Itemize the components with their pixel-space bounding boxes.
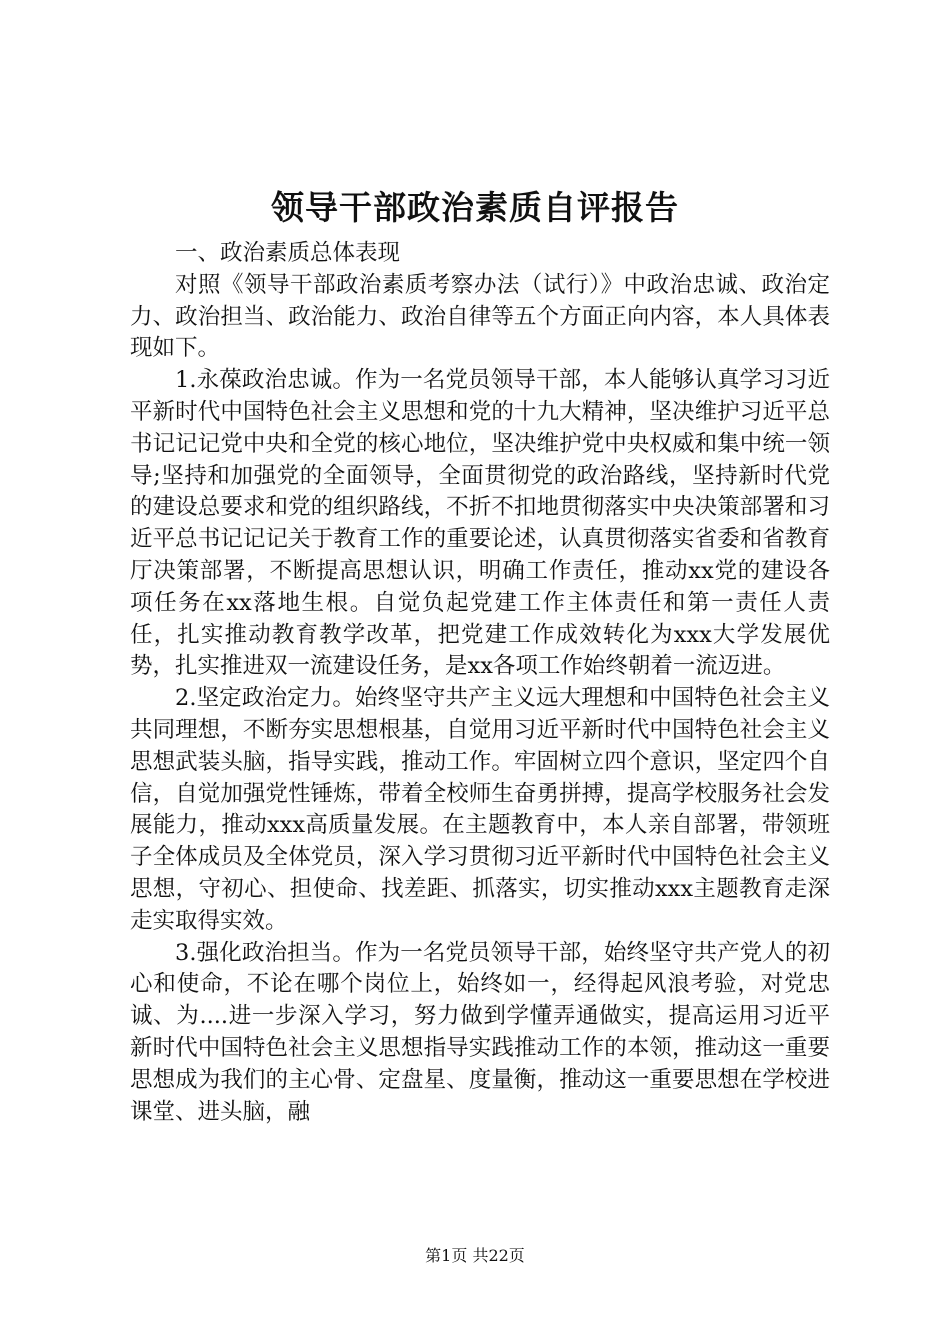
paragraph-political-responsibility: 3.强化政治担当。作为一名党员领导干部，始终坚守共产党人的初心和使命，不论在哪个岗位上，始终如一，经得起风浪考验，对党忠诚、为....进一步深入学习，努力做到学懂弄通做实，提高运用习近平新时代中国特色社会主义思想指导实践推动工作的本领，推动这一重要思想成为我们的主心骨、定盘星、度量衡，推动这一重要思想在学校进课堂、进头脑，融 bbox=[130, 939, 830, 1125]
document-title: 领导干部政治素质自评报告 bbox=[271, 188, 679, 227]
document-body bbox=[130, 238, 830, 1128]
paragraph-political-stability: 2.坚定政治定力。始终坚守共产主义远大理想和中国特色社会主义共同理想，不断夯实思想根基，自觉用习近平新时代中国特色社会主义思想武装头脑，指导实践，推动工作。牢固树立四个意识，坚定四个自信，自觉加强党性锤炼，带着全校师生奋勇拼搏，提高学校服务社会发展能力，推动xxx高质量发展。在主题教育中，本人亲自部署，带领班子全体成员及全体党员，深入学习贯彻习近平新时代中国特色社会主义思想，守初心、担使命、找差距、抓落实，切实推动xxx主题教育走深走实取得实效。 bbox=[130, 685, 830, 934]
intro-paragraph: 对照《领导干部政治素质考察办法（试行）》中政治忠诚、政治定力、政治担当、政治能力、政治自律等五个方面正向内容，本人具体表现如下。 bbox=[130, 271, 830, 362]
page-number-footer: 第1页 共22页 bbox=[425, 1246, 525, 1265]
section-heading: 一、政治素质总体表现 bbox=[175, 240, 401, 266]
paragraph-political-loyalty: 1.永葆政治忠诚。作为一名党员领导干部，本人能够认真学习习近平新时代中国特色社会主义思想和党的十九大精神，坚决维护习近平总书记记记党中央和全党的核心地位，坚决维护党中央权威和集中统一领导;坚持和加强党的全面领导，全面贯彻党的政治路线，坚持新时代党的建设总要求和党的组织路线，不折不扣地贯彻落实中央决策部署和习近平总书记记记关于教育工作的重要论述，认真贯彻落实省委和省教育厅决策部署，不断提高思想认识，明确工作责任，推动xx党的建设各项任务在xx落地生根。自觉负起党建工作主体责任和第一责任人责任，扎实推动教育教学改革，把党建工作成效转化为xxx大学发展优势，扎实推进双一流建设任务，是xx各项工作始终朝着一流迈进。 bbox=[130, 367, 830, 680]
